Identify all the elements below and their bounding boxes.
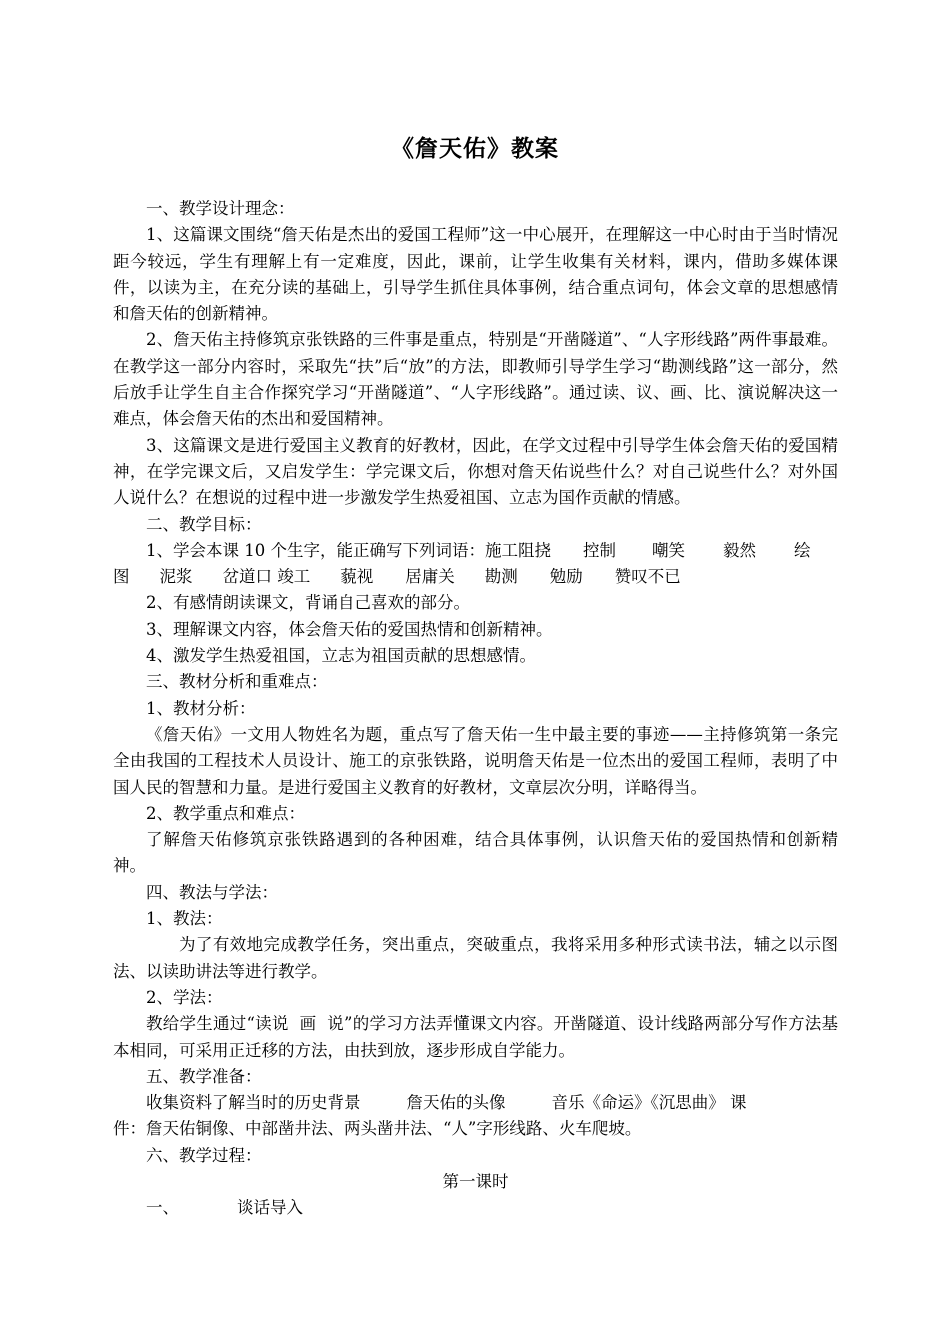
step-heading [113,1195,838,1221]
section-heading-methods: 四、教法与学法： [146,882,278,902]
document-title: 《詹天佑》教案 [391,136,559,162]
prep-item: 詹天佑的头像 [406,1093,506,1113]
objective-item: 4、激发学生热爱祖国，立志为祖国贡献的思想感情。 [146,646,536,666]
subheading: 1、教法： [146,909,223,929]
preparation-line [113,1090,838,1116]
lesson-title: 第一课时 [442,1171,509,1191]
subheading: 1、教材分析： [146,698,256,718]
subheading: 2、教学重点和难点： [146,803,305,823]
vocab-word: 控制 [582,540,616,560]
prep-item: 收集资料了解当时的历史背景 [146,1093,361,1113]
paragraph: 了解詹天佑修筑京张铁路遇到的各种困难，结合具体事例，认识詹天佑的爱国热情和创新精神。 [113,830,838,876]
vocab-word: 藐视 [340,567,374,587]
vocab-word: 嘲笑 [651,540,685,560]
paragraph: 2、詹天佑主持修筑京张铁路的三件事是重点，特别是“开凿隧道”、“人字形线路”两件事最难。在教学这一部分内容时，采取先“扶”后“放”的方法，即教师引导学生学习“勘测线路”这一部分，然后放手让学生自主合作探究学习“开凿隧道”、“人字形线路”。通过读、议、画、比、演说解决这一难点，体会詹天佑的杰出和爱国精神。 [113,330,838,429]
section-heading-analysis: 三、教材分析和重难点： [146,672,328,692]
objective-item: 3、理解课文内容，体会詹天佑的爱国热情和创新精神。 [146,619,553,639]
paragraph: 《詹天佑》一文用人物姓名为题，重点写了詹天佑一生中最主要的事迹——主持修筑第一条完全由我国的工程技术人员设计、施工的京张铁路，说明詹天佑是一位杰出的爱国工程师，表明了中国人民的智慧和力量。是进行爱国主义教育的好教材，文章层次分明，详略得当。 [113,724,838,797]
subheading: 2、学法： [146,987,223,1007]
paragraph: 为了有效地完成教学任务，突出重点，突破重点，我将采用多种形式读书法，辅之以示图法、以读助讲法等进行教学。 [113,935,838,981]
step-number: 一、 [146,1198,179,1218]
paragraph: 教给学生通过“读说 画 说”的学习方法弄懂课文内容。开凿隧道、设计线路两部分写作方法基本相同，可采用正迁移的方法，由扶到放，逐步形成自学能力。 [113,1014,838,1060]
section-heading-objectives: 二、教学目标： [146,514,262,534]
step-title: 谈话导入 [237,1198,303,1218]
document-body [113,196,838,1222]
vocab-word: 图 [113,567,130,587]
vocabulary-lead: 1、学会本课 10 个生字，能正确写下列词语：施工阻挠 [146,540,551,560]
paragraph: 1、这篇课文围绕“詹天佑是杰出的爱国工程师”这一中心展开，在理解这一中心时由于当时情况距今较远，学生有理解上有一定难度，因此，课前，让学生收集有关材料，课内，借助多媒体课件，以读为主，在充分读的基础上，引导学生抓住具体事例，结合重点词句，体会文章的思想感情和詹天佑的创新精神。 [113,225,838,324]
vocab-word: 岔道口 竣工 [222,567,311,587]
objective-item: 2、有感情朗读课文，背诵自己喜欢的部分。 [146,593,470,613]
vocab-word: 毅然 [722,540,756,560]
vocabulary-line-2 [113,564,838,590]
vocab-word: 泥浆 [159,567,193,587]
vocab-word: 居庸关 [405,567,455,587]
vocab-word: 赞叹不已 [614,567,681,587]
vocab-word: 勉励 [549,567,583,587]
vocab-word: 勘测 [484,567,518,587]
vocab-word: 绘 [793,540,811,560]
prep-item: 音乐《命运》《沉思曲》 课 [551,1093,747,1113]
section-heading-preparation: 五、教学准备： [146,1066,262,1086]
paragraph: 3、这篇课文是进行爱国主义教育的好教材，因此，在学文过程中引导学生体会詹天佑的爱国精神，在学完课文后，又启发学生：学完课文后，你想对詹天佑说些什么？对自己说些什么？对外国人说什么？在想说的过程中进一步激发学生热爱祖国、立志为国作贡献的情感。 [113,435,838,508]
section-heading-process: 六、教学过程： [146,1145,262,1165]
preparation-line-2: 件：詹天佑铜像、中部凿井法、两头凿井法、“人”字形线路、火车爬坡。 [113,1119,642,1139]
vocabulary-line-1 [113,538,838,564]
section-heading-design-concept: 一、教学设计理念： [146,199,295,218]
